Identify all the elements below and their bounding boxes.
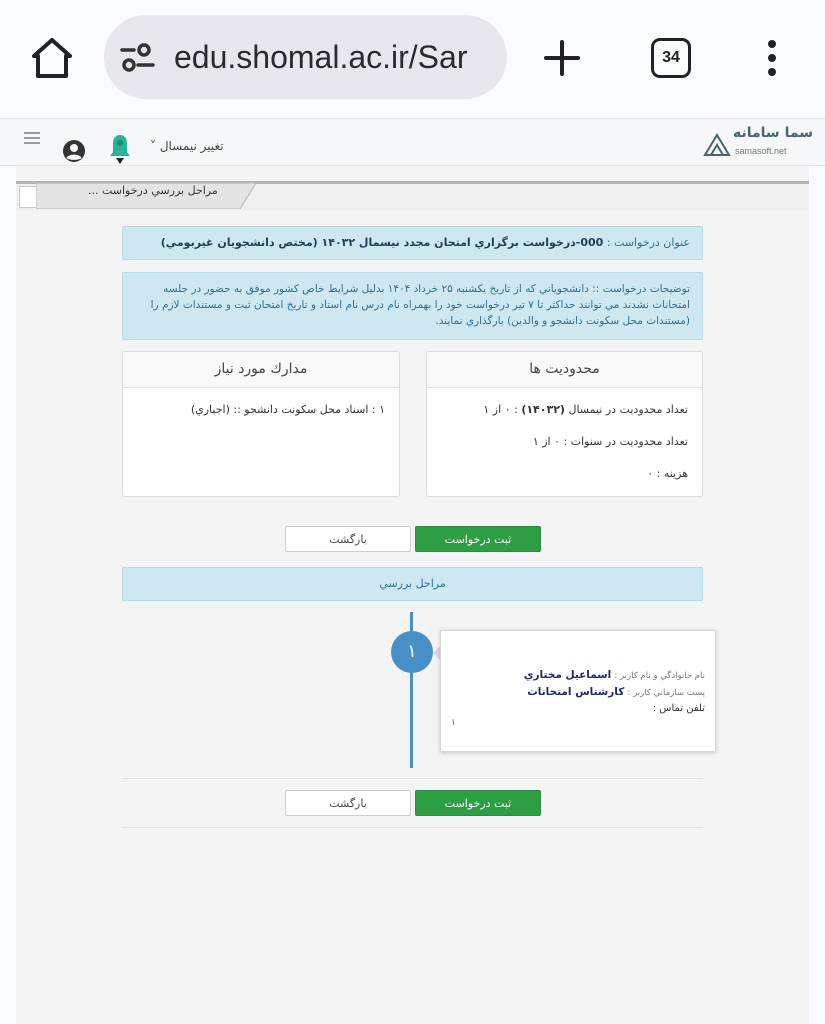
url-text[interactable]: edu.shomal.ac.ir/Sar: [174, 39, 468, 75]
limit-semester-row: تعداد محدوديت در نيمسال (۱۴۰۳۲) : ۰ از ۱: [483, 403, 688, 416]
documents-heading: مدارك مورد نياز: [123, 352, 399, 388]
document-item: ۱ : اسناد محل سكونت دانشجو :: (اجباري): [190, 403, 385, 416]
request-title-label: عنوان درخواست :: [606, 236, 690, 249]
limits-heading: محدوديت ها: [427, 352, 702, 388]
tab-review-stages-label[interactable]: مراحل بررسي درخواست ...: [88, 184, 218, 197]
request-title-value: 000-درخواست برگزاري امتحان مجدد نيسمال ۱۴۰۳۲ (مختص دانشجويان غيربومي): [160, 236, 604, 249]
stage-phone: تلفن تماس :: [652, 703, 705, 714]
home-icon[interactable]: [28, 34, 76, 82]
logo-text-en: samasoft.net: [735, 146, 787, 156]
fee-row: هزينه : ۰: [647, 467, 688, 480]
tab-switcher-button[interactable]: 34: [651, 38, 691, 78]
stage-card-number: ۱: [451, 718, 456, 728]
review-stages-heading: مراحل بررسي: [122, 567, 703, 601]
more-options-icon[interactable]: [760, 38, 784, 78]
divider: [122, 778, 703, 779]
user-account-icon[interactable]: [62, 139, 86, 163]
site-settings-icon[interactable]: [120, 43, 158, 73]
submit-request-button[interactable]: ثبت درخواست: [415, 526, 541, 552]
stage-user-name: نام خانوادگي و نام كاربر : اسماعيل مختاري: [523, 669, 705, 681]
submit-request-button-bottom[interactable]: ثبت درخواست: [415, 790, 541, 816]
browser-toolbar: [0, 0, 825, 118]
back-button[interactable]: بازگشت: [285, 526, 411, 552]
divider-bottom: [122, 827, 703, 828]
logo-text-fa: سما سامانه: [733, 125, 813, 141]
request-title-box: [122, 226, 703, 260]
semester-switch-dropdown[interactable]: تغيير نيمسال ˅: [150, 139, 224, 153]
limit-years-row: تعداد محدوديت در سنوات : ۰ از ۱: [532, 435, 688, 448]
hamburger-menu-icon[interactable]: [24, 131, 40, 145]
new-tab-icon[interactable]: [542, 38, 582, 78]
stage-user-position: پست سازماني كاربر : كارشناس امتحانات: [527, 686, 705, 698]
back-button-bottom[interactable]: بازگشت: [285, 790, 411, 816]
app-header: [0, 118, 825, 166]
limits-panel: [426, 351, 703, 497]
timeline-stage-number: ۱: [391, 631, 433, 673]
request-description-box: [122, 272, 703, 340]
request-description: توضيحات درخواست :: دانشجوياني كه از تاريخ يكشنبه ۲۵ خرداد ۱۴۰۴ بدليل شرايط خاص كشور موفق به حضور در جلسه امتحانات نشدند مي توانند حداكثر تا ۷ تير درخواست خود را بهمراه نام درس نام استاد و تاريخ امتحان ثبت و مستندات لازم را (مستندات محل سكونت دانشجو و والدين) بارگذاري نمايند.: [150, 283, 690, 327]
notification-bell-icon[interactable]: [108, 132, 132, 166]
required-documents-panel: [122, 351, 400, 497]
stage-card: [440, 630, 716, 752]
address-bar[interactable]: [104, 15, 507, 99]
